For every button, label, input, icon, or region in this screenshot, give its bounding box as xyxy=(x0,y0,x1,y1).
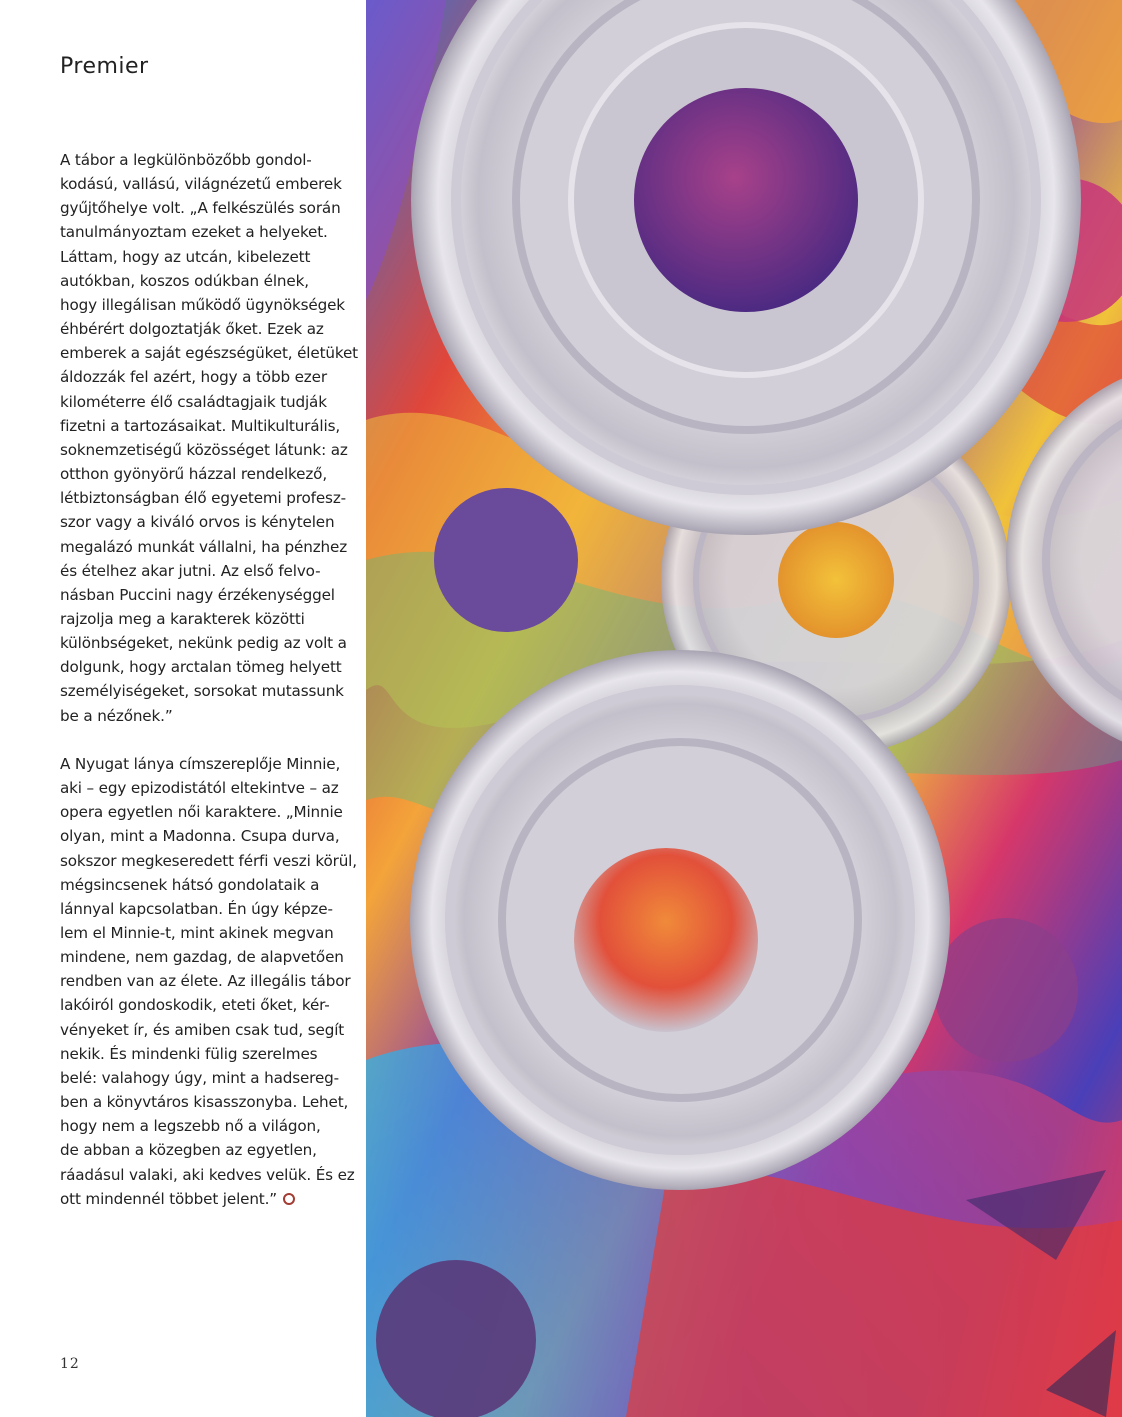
text-line: opera egyetlen női karaktere. „Minnie xyxy=(60,803,343,822)
text-line: áldozzák fel azért, hogy a több ezer xyxy=(60,368,327,387)
text-line: ben a könyvtáros kisasszonyba. Lehet, xyxy=(60,1093,349,1112)
text-line: sokszor megkeseredett férfi veszi körül, xyxy=(60,851,357,870)
text-line: kilométerre élő családtagjaik tudják xyxy=(60,392,327,411)
artwork-svg xyxy=(366,0,1122,1417)
magenta-circle xyxy=(934,918,1078,1062)
text-line: Láttam, hogy az utcán, kibelezett xyxy=(60,247,311,266)
text-line: megalázó munkát vállalni, ha pénzhez xyxy=(60,537,348,556)
text-line: szor vagy a kiváló orvos is kénytelen xyxy=(60,513,335,532)
text-line: be a nézőnek.” xyxy=(60,706,173,725)
paragraph-gap xyxy=(60,728,354,752)
text-line: belé: valahogy úgy, mint a hadsereg- xyxy=(60,1068,339,1087)
text-line: otthon gyönyörű házzal rendelkező, xyxy=(60,465,327,484)
purple-center xyxy=(634,88,858,312)
text-line: fizetni a tartozásaikat. Multikulturális, xyxy=(60,416,341,435)
text-line: személyiségeket, sorsokat mutassunk xyxy=(60,682,344,701)
paragraph-1 xyxy=(60,148,358,728)
text-line: rendben van az élete. Az illegális tábor xyxy=(60,972,351,991)
text-line: vényeket ír, és amiben csak tud, segít xyxy=(60,1020,345,1039)
text-line: hogy nem a legszebb nő a világon, xyxy=(60,1117,321,1136)
text-line: különbségeket, nekünk pedig az volt a xyxy=(60,634,347,653)
text-line: és ételhez akar jutni. Az első felvo- xyxy=(60,561,321,580)
text-line: lánnyal kapcsolatban. Én úgy képze- xyxy=(60,899,333,918)
text-line: autókban, koszos odúkban élnek, xyxy=(60,271,309,290)
page-number: 12 xyxy=(60,1356,80,1372)
text-line: A tábor a legkülönbözőbb gondol- xyxy=(60,151,312,169)
violet-circle-bottom xyxy=(376,1260,536,1417)
text-line xyxy=(60,1187,354,1211)
yellow-center xyxy=(778,522,894,638)
orange-center xyxy=(574,848,758,1032)
text-line: rajzolja meg a karakterek közötti xyxy=(60,609,305,628)
article-body xyxy=(60,148,358,1211)
text-line: olyan, mint a Madonna. Csupa durva, xyxy=(60,827,340,846)
text-line: emberek a saját egészségüket, életüket xyxy=(60,344,358,363)
text-line: dolgunk, hogy arctalan tömeg helyett xyxy=(60,658,342,677)
text-line: tanulmányoztam ezeket a helyeket. xyxy=(60,223,328,242)
last-line-text: ott mindennél többet jelent.” xyxy=(60,1189,278,1208)
paragraph-2 xyxy=(60,752,357,1211)
abstract-artwork xyxy=(366,0,1122,1417)
text-line: hogy illegálisan működő ügynökségek xyxy=(60,295,345,314)
end-of-article-icon xyxy=(283,1193,295,1205)
text-line: gyűjtőhelye volt. „A felkészülés során xyxy=(60,199,341,218)
text-line: násban Puccini nagy érzékenységgel xyxy=(60,585,335,604)
text-line: nekik. És mindenki fülig szerelmes xyxy=(60,1044,318,1063)
text-line: soknemzetiségű közösséget látunk: az xyxy=(60,440,348,459)
text-line: lakóiról gondoskodik, eteti őket, kér- xyxy=(60,996,330,1015)
text-line: létbiztonságban élő egyetemi profesz- xyxy=(60,489,346,508)
text-line: aki – egy epizodistától eltekintve – az xyxy=(60,779,339,798)
text-line: ráadásul valaki, aki kedves velük. És ez xyxy=(60,1165,355,1184)
violet-circle-left xyxy=(434,488,578,632)
text-line: mindene, nem gazdag, de alapvetően xyxy=(60,948,344,967)
text-line: mégsincsenek hátsó gondolataik a xyxy=(60,875,320,894)
section-title: Premier xyxy=(60,54,149,79)
text-line: kodású, vallású, világnézetű emberek xyxy=(60,175,342,194)
text-column xyxy=(0,0,366,1417)
text-line: de abban a közegben az egyetlen, xyxy=(60,1141,317,1160)
text-line: lem el Minnie-t, mint akinek megvan xyxy=(60,923,334,942)
text-line: A Nyugat lánya címszereplője Minnie, xyxy=(60,754,341,773)
text-line: éhbérért dolgoztatják őket. Ezek az xyxy=(60,320,324,339)
